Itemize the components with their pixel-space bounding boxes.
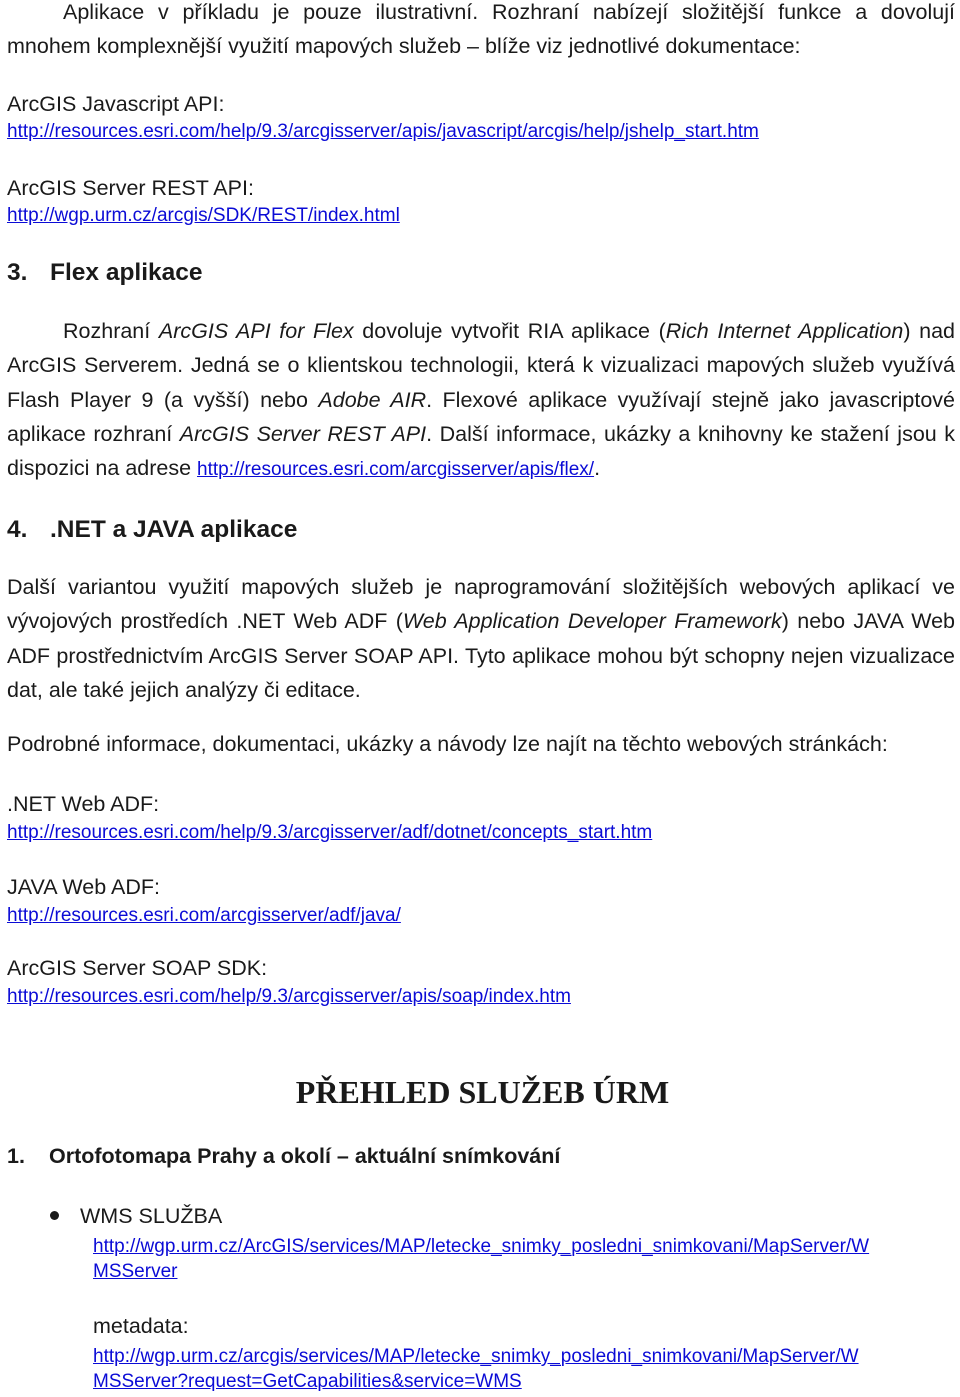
metadata-link-part-1[interactable]: http://wgp.urm.cz/arcgis/services/MAP/letecke_snimky_posledni_snimkovani/MapServer/W xyxy=(93,1346,859,1367)
intro-paragraph xyxy=(7,0,955,64)
flex-link[interactable]: http://resources.esri.com/arcgisserver/apis/flex/ xyxy=(197,459,595,481)
overview-item-heading xyxy=(7,1142,560,1170)
java-adf-link-row xyxy=(7,903,401,930)
wms-link-part-2[interactable]: MSServer xyxy=(93,1261,178,1282)
s3-text-2: ArcGIS API for Flex xyxy=(158,319,354,343)
wms-link-row-1 xyxy=(93,1234,869,1261)
s3-text-5: ) nad ArcGIS Serverem. Jedná se o klientskou technologii, která k vizualizaci mapových služeb využívá Flash Player 9 (a vyšší) nebo xyxy=(7,319,956,412)
soap-sdk-link[interactable]: http://resources.esri.com/help/9.3/arcgisserver/apis/soap/index.htm xyxy=(7,986,571,1007)
wms-link-row-2 xyxy=(93,1259,177,1286)
soap-sdk-label: ArcGIS Server SOAP SDK: xyxy=(7,956,268,980)
s4-text-2: Web Application Developer Framework xyxy=(402,609,782,634)
s3-text-8: ArcGIS Server REST API xyxy=(179,421,427,446)
more-info-text: Podrobné informace, dokumentaci, ukázky a návody lze najít na těchto webových stránkách: xyxy=(7,732,888,756)
net-adf-link[interactable]: http://resources.esri.com/help/9.3/arcgisserver/adf/dotnet/concepts_start.htm xyxy=(7,822,653,843)
js-api-link-row xyxy=(7,119,759,146)
bullet-icon xyxy=(50,1211,59,1220)
overview-title: PŘEHLED SLUŽEB ÚRM xyxy=(295,1074,670,1110)
metadata-label: metadata: xyxy=(93,1314,189,1338)
section-3-title: Flex aplikace xyxy=(50,259,203,286)
s3-text-3: dovoluje vytvořit RIA aplikace ( xyxy=(353,319,666,343)
wms-bullet-label: WMS SLUŽBA xyxy=(80,1204,223,1228)
metadata-link-row-2 xyxy=(93,1369,522,1396)
overview-item-title: Ortofotomapa Prahy a okolí – aktuální snímkování xyxy=(49,1144,561,1168)
metadata-link-row-1 xyxy=(93,1344,859,1371)
s3-text-6: Adobe AIR xyxy=(318,387,427,412)
rest-api-label: ArcGIS Server REST API: xyxy=(7,176,254,200)
s3-text-4: Rich Internet Application xyxy=(665,319,904,343)
rest-api-link[interactable]: http://wgp.urm.cz/arcgis/SDK/REST/index.html xyxy=(7,205,400,226)
section-4-heading xyxy=(7,515,297,545)
soap-sdk-link-row xyxy=(7,984,571,1011)
s3-text-9: . Další informace, ukázky a knihovny ke stažení jsou k dispozici na adrese xyxy=(7,421,955,481)
s3-text-7: . Flexové aplikace využívají stejně jako javascriptové aplikace rozhraní xyxy=(7,387,955,446)
section-3-paragraph xyxy=(7,314,955,487)
rest-api-link-row xyxy=(7,203,400,230)
java-adf-link[interactable]: http://resources.esri.com/arcgisserver/adf/java/ xyxy=(7,905,401,926)
overview-item-number: 1. xyxy=(7,1144,25,1168)
wms-bullet xyxy=(0,1202,960,1230)
js-api-label: ArcGIS Javascript API: xyxy=(7,92,225,116)
metadata-link-part-2[interactable]: MSServer?request=GetCapabilities&service=WMS xyxy=(93,1371,522,1392)
s3-text-10: . xyxy=(594,456,601,481)
section-4-paragraph xyxy=(7,570,955,707)
wms-link-part-1[interactable]: http://wgp.urm.cz/ArcGIS/services/MAP/letecke_snimky_posledni_snimkovani/MapServer/W xyxy=(93,1236,870,1257)
section-3-heading xyxy=(7,258,203,288)
section-4-title: .NET a JAVA aplikace xyxy=(50,516,298,543)
s4-text-1: Další variantou využití mapových služeb je naprogramování složitějších webových aplikací ve vývojových prostředích .NET Web ADF ( xyxy=(7,575,955,634)
intro-text: Aplikace v příkladu je pouze ilustrativní. Rozhraní nabízejí složitější funkce a dovolují mnohem komplexnější využití mapových služeb – blíže viz jednotlivé dokumentace: xyxy=(7,0,955,59)
js-api-link[interactable]: http://resources.esri.com/help/9.3/arcgisserver/apis/javascript/arcgis/help/jshelp_start.htm xyxy=(7,121,759,142)
s3-text-1: Rozhraní xyxy=(63,319,159,343)
net-adf-link-row xyxy=(7,820,652,847)
s4-text-3: ) nebo JAVA Web ADF prostřednictvím ArcGIS Server SOAP API. Tyto aplikace mohou být schopny nejen vizualizace dat, ale také jejich analýzy či editace. xyxy=(7,609,956,702)
section-4-number: 4. xyxy=(7,516,28,543)
net-adf-label: .NET Web ADF: xyxy=(7,792,160,816)
java-adf-label: JAVA Web ADF: xyxy=(7,875,160,899)
section-3-number: 3. xyxy=(7,259,28,286)
